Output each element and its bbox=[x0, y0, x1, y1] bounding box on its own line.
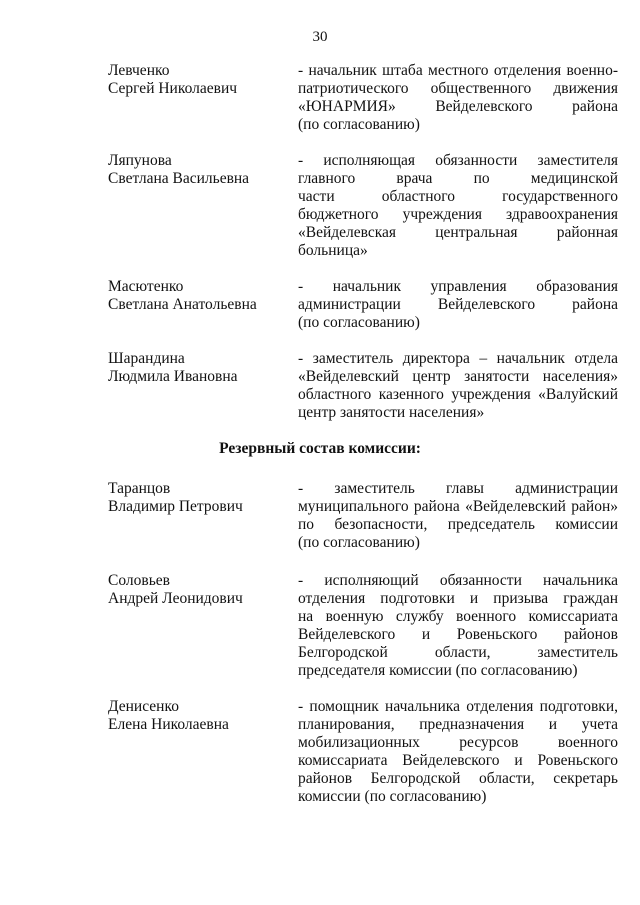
page-number: 30 bbox=[312, 29, 328, 45]
member-given-name: Светлана Анатольевна bbox=[108, 296, 257, 313]
member-surname: Денисенко bbox=[108, 698, 179, 715]
member-given-name: Сергей Николаевич bbox=[108, 80, 238, 97]
role-line: «Вейделевская центральная районная bbox=[298, 224, 618, 241]
member-given-name: Андрей Леонидович bbox=[108, 590, 243, 607]
role-line: планирования, предназначения и учета bbox=[298, 716, 618, 733]
member-name bbox=[108, 698, 288, 734]
member-surname: Ляпунова bbox=[108, 152, 172, 169]
member-surname: Соловьев bbox=[108, 572, 170, 589]
member-surname: Левченко bbox=[108, 62, 170, 79]
member-surname: Масютенко bbox=[108, 278, 184, 295]
role-line: больница» bbox=[298, 242, 368, 259]
member-given-name: Светлана Васильевна bbox=[108, 170, 250, 187]
member-name bbox=[108, 350, 288, 386]
role-line: (по согласованию) bbox=[298, 314, 420, 331]
role-line: муниципального района «Вейделевский район» bbox=[298, 498, 618, 515]
member-name bbox=[108, 152, 288, 188]
role-line: (по согласованию) bbox=[298, 116, 420, 133]
member-role bbox=[298, 698, 618, 806]
member-given-name: Владимир Петрович bbox=[108, 498, 243, 515]
role-line: районов Белгородской области, секретарь bbox=[298, 770, 618, 787]
member-given-name: Елена Николаевна bbox=[108, 716, 229, 733]
role-line: части областного государственного bbox=[298, 188, 618, 205]
member-name bbox=[108, 480, 288, 516]
member-given-name: Людмила Ивановна bbox=[108, 368, 238, 385]
role-line: председателя комиссии (по согласованию) bbox=[298, 662, 578, 679]
role-line: по безопасности, председатель комиссии bbox=[298, 516, 618, 533]
member-surname: Таранцов bbox=[108, 480, 171, 497]
role-line: - заместитель директора – начальник отдела bbox=[298, 350, 618, 367]
role-line: - исполняющий обязанности начальника bbox=[298, 572, 618, 589]
role-line: - начальник штаба местного отделения военно- bbox=[298, 62, 618, 79]
role-line: администрации Вейделевского района bbox=[298, 296, 618, 313]
role-line: «Вейделевский центр занятости населения» bbox=[298, 368, 618, 385]
member-role bbox=[298, 152, 618, 260]
member-role bbox=[298, 278, 618, 332]
role-line: комиссариата Вейделевского и Ровеньского bbox=[298, 752, 618, 769]
role-line: Белгородской области, заместитель bbox=[298, 644, 618, 661]
role-line: Вейделевского и Ровеньского районов bbox=[298, 626, 618, 643]
role-line: центр занятости населения» bbox=[298, 404, 485, 421]
role-line: - заместитель главы администрации bbox=[298, 480, 618, 497]
member-role bbox=[298, 62, 618, 134]
member-surname: Шарандина bbox=[108, 350, 185, 367]
section-title: Резервный состав комиссии: bbox=[219, 440, 421, 457]
role-line: (по согласованию) bbox=[298, 534, 420, 551]
member-role bbox=[298, 350, 618, 422]
member-name bbox=[108, 572, 288, 608]
role-line: отделения подготовки и призыва граждан bbox=[298, 590, 618, 607]
role-line: областного казенного учреждения «Валуйский bbox=[298, 386, 618, 403]
member-name bbox=[108, 278, 288, 314]
role-line: главного врача по медицинской bbox=[298, 170, 618, 187]
member-role bbox=[298, 572, 618, 680]
role-line: - помощник начальника отделения подготовки, bbox=[298, 698, 618, 715]
member-role bbox=[298, 480, 618, 552]
role-line: - исполняющая обязанности заместителя bbox=[298, 152, 618, 169]
role-line: комиссии (по согласованию) bbox=[298, 788, 487, 805]
role-line: патриотического общественного движения bbox=[298, 80, 618, 97]
role-line: бюджетного учреждения здравоохранения bbox=[298, 206, 618, 223]
role-line: - начальник управления образования bbox=[298, 278, 618, 295]
member-name bbox=[108, 62, 288, 98]
role-line: на военную службу военного комиссариата bbox=[298, 608, 618, 625]
role-line: «ЮНАРМИЯ» Вейделевского района bbox=[298, 98, 618, 115]
role-line: мобилизационных ресурсов военного bbox=[298, 734, 618, 751]
